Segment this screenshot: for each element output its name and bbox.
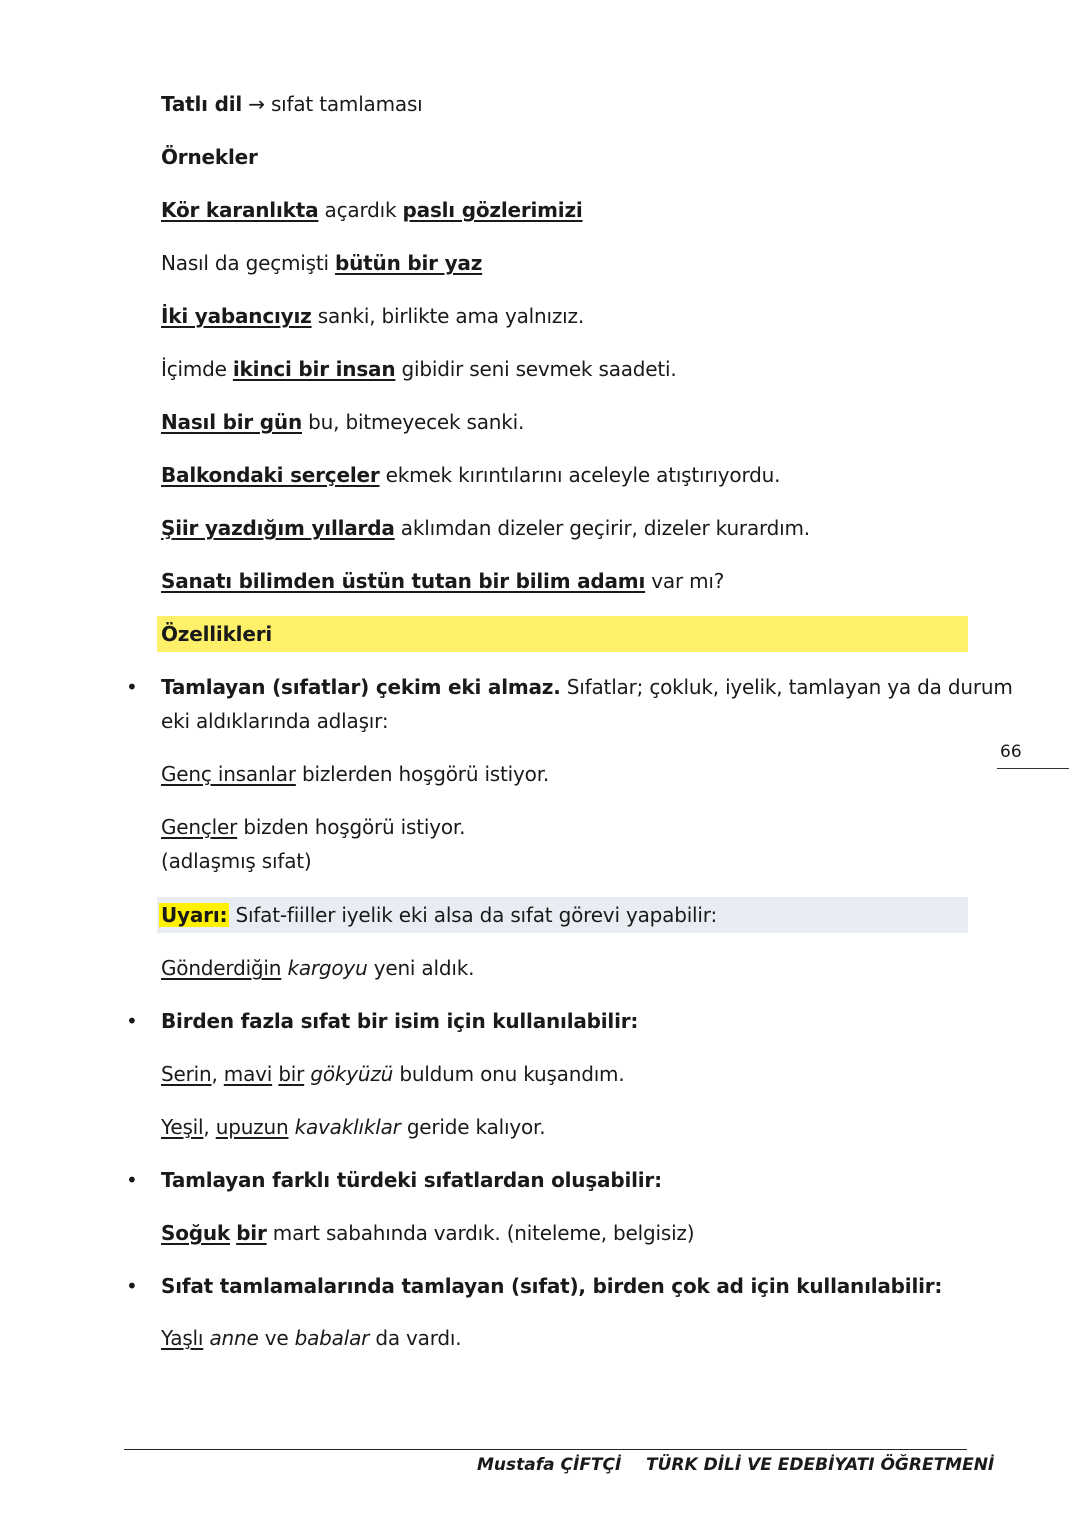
example-phrase: Genç insanlar [161,762,296,786]
feature-4-title: Sıfat tamlamalarında tamlayan (sıfat), birden çok ad için kullanılabilir: [161,1274,943,1298]
example-sentence [161,197,583,223]
footer-author: Mustafa ÇİFTÇİ [477,1455,622,1475]
example-noun: kargoyu [287,956,368,980]
examples-heading-text: Örnekler [161,145,258,169]
example-adjective: mavi [223,1062,273,1086]
example-adjective: Serin [161,1062,212,1086]
page-number-divider [997,768,1069,769]
example-sentence [161,462,780,488]
page-number: 66 [1000,742,1022,762]
example-phrase: Nasıl bir gün [161,410,303,434]
feature-1-continued [161,708,388,734]
examples-heading [161,144,258,170]
example-sentence [161,303,584,329]
bullet-icon: • [126,1274,138,1298]
example-text: gibidir seni sevmek saadeti. [395,357,677,381]
example-text: da vardı. [369,1326,462,1350]
example-adjective: upuzun [215,1115,289,1139]
example-phrase: bütün bir yaz [335,251,483,275]
example-text: aklımdan dizeler geçirir, dizeler kurardım. [394,516,810,540]
example-text: İçimde [161,357,233,381]
feature-1-cont-text: eki aldıklarında adlaşır: [161,709,389,733]
feature-2-example-2 [161,1114,545,1140]
note-text: (adlaşmış sıfat) [161,849,312,873]
example-sentence [161,515,810,541]
feature-2-example-1 [161,1061,625,1087]
features-heading-highlight [157,616,968,652]
feature-1-example-1 [161,761,549,787]
example-sentence [161,250,482,276]
arrow-icon: → [248,92,265,116]
feature-3-title: Tamlayan farklı türdeki sıfatlardan oluşabilir: [161,1168,662,1192]
separator: , [211,1062,224,1086]
footer-role: TÜRK DİLİ VE EDEBİYATI ÖĞRETMENİ [646,1455,995,1475]
example-phrase: Balkondaki serçeler [161,463,380,487]
intro-label: sıfat tamlaması [270,92,423,116]
example-adjective: Yeşil [161,1115,204,1139]
example-text: geride kalıyor. [400,1115,546,1139]
feature-1-line [161,674,1013,700]
example-text: ekmek kırıntılarını aceleyle atıştırıyordu. [379,463,781,487]
bullet-icon: • [126,1168,138,1192]
example-text: var mı? [645,569,725,593]
example-phrase: paslı gözlerimizi [402,198,583,222]
example-sentence [161,409,524,435]
feature-1-note [161,848,312,874]
feature-3-line [161,1167,662,1193]
example-text: bizlerden hoşgörü istiyor. [295,762,550,786]
footer-divider [124,1449,967,1450]
feature-2-line [161,1008,638,1034]
feature-1-example-3 [161,955,474,981]
example-adjective: bir [236,1221,267,1245]
example-sentence [161,356,677,382]
example-text: açardık [318,198,403,222]
example-phrase: Şiir yazdığım yıllarda [161,516,395,540]
example-adjective: Soğuk [161,1221,231,1245]
example-adjective: bir [278,1062,305,1086]
example-phrase: Gönderdiğin [161,956,282,980]
example-text: bu, bitmeyecek sanki. [302,410,525,434]
example-phrase: ikinci bir insan [232,357,396,381]
example-text: ve [258,1326,295,1350]
features-heading-text: Özellikleri [161,622,273,646]
example-text: mart sabahında vardık. (niteleme, belgisiz) [266,1221,695,1245]
example-text: Nasıl da geçmişti [161,251,336,275]
example-noun: anne [209,1326,259,1350]
warning-line [161,902,717,928]
example-text: bizden hoşgörü istiyor. [237,815,466,839]
example-phrase: Sanatı bilimden üstün tutan bir bilim adamı [161,569,646,593]
example-text: buldum onu kuşandım. [393,1062,625,1086]
example-phrase: Gençler [161,815,238,839]
example-noun: kavaklıklar [294,1115,401,1139]
feature-1-text: Sıfatlar; çokluk, iyelik, tamlayan ya da durum [560,675,1013,699]
intro-line [161,91,423,117]
separator: , [203,1115,216,1139]
features-heading [161,621,272,647]
example-noun: gökyüzü [310,1062,394,1086]
feature-1-title: Tamlayan (sıfatlar) çekim eki almaz. [161,675,561,699]
feature-3-example-1 [161,1220,694,1246]
warning-text: Sıfat-fiiller iyelik eki alsa da sıfat görevi yapabilir: [229,903,717,927]
intro-term: Tatlı dil [161,92,243,116]
feature-2-title: Birden fazla sıfat bir isim için kullanılabilir: [161,1009,639,1033]
bullet-icon: • [126,675,138,699]
feature-1-example-2 [161,814,465,840]
feature-4-line [161,1273,942,1299]
example-phrase: Kör karanlıkta [161,198,319,222]
example-adjective: Yaşlı [161,1326,204,1350]
example-text: sanki, birlikte ama yalnızız. [311,304,584,328]
warning-label: Uyarı: [161,903,228,927]
example-noun: babalar [294,1326,370,1350]
feature-4-example-1 [161,1325,461,1351]
example-text: yeni aldık. [367,956,475,980]
bullet-icon: • [126,1009,138,1033]
example-sentence [161,568,724,594]
example-phrase: İki yabancıyız [161,304,312,328]
